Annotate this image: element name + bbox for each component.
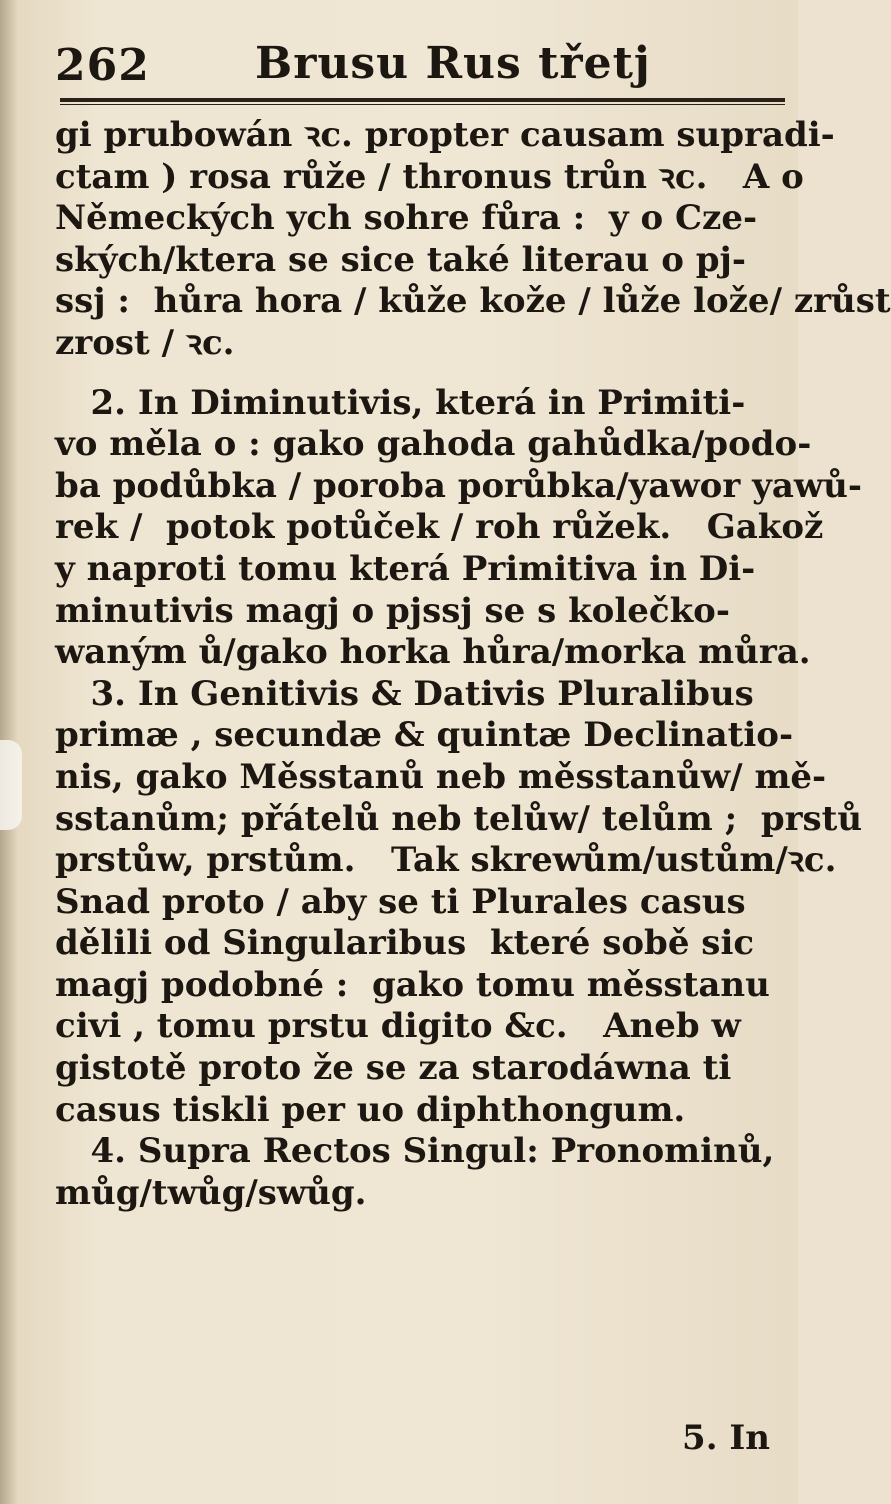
text-line: rek / potok potůček / roh růžek. Gakož — [55, 507, 824, 548]
text-line: ba podůbka / poroba porůbka/yawor yawů- — [55, 465, 862, 506]
header-rule-thin — [60, 104, 785, 105]
text-line: ctam ) rosa růže / thronus trůn ꝛc. A o — [55, 156, 804, 197]
text-line: magj podobné : gako tomu měsstanu — [55, 964, 770, 1005]
catchword: 5. In — [682, 1418, 770, 1458]
paragraph-3 — [55, 673, 863, 1132]
text-line: 2. In Diminutivis, která in Primiti- — [55, 382, 746, 423]
page-edge-mark — [0, 740, 22, 830]
page-number: 262 — [55, 40, 150, 91]
text-line: ssj : hůra hora / kůže kože / lůže lože/ zrůst — [55, 281, 891, 322]
text-line: Německých ych sohre fůra : y o Cze- — [55, 198, 758, 239]
running-head: Brusu Rus třetj — [255, 38, 651, 89]
text-line: waným ů/gako horka hůra/morka můra. — [55, 632, 811, 673]
text-line: prstůw, prstům. Tak skrewům/ustům/ꝛc. — [55, 840, 837, 881]
text-line: gi prubowán ꝛc. propter causam supradi- — [55, 115, 835, 155]
header-rule — [60, 98, 785, 102]
text-line: zrost / ꝛc. — [55, 322, 235, 363]
paragraph-4 — [55, 1131, 780, 1214]
text-line: primæ , secundæ & quintæ Declinatio- — [55, 715, 794, 756]
text-line: y naproti tomu která Primitiva in Di- — [55, 548, 756, 589]
text-line: Snad proto / aby se ti Plurales casus — [55, 881, 746, 922]
paragraph-intro — [55, 115, 891, 365]
text-line: vo měla o : gako gahoda gahůdka/podo- — [55, 424, 812, 465]
text-line: dělili od Singularibus které sobě sic — [55, 923, 755, 964]
text-line: minutivis magj o pjssj se s kolečko- — [55, 590, 730, 631]
text-line: casus tiskli per uo diphthongum. — [55, 1089, 686, 1130]
body-text — [55, 115, 891, 1214]
text-line: civi , tomu prstu digito &c. Aneb w — [55, 1006, 741, 1047]
text-line: sstanům; přátelů neb telůw/ telům ; prstů — [55, 798, 863, 839]
text-line: gistotě proto že se za starodáwna ti — [55, 1048, 732, 1089]
text-line: 3. In Genitivis & Dativis Pluralibus — [55, 673, 754, 714]
text-line: ských/ktera se sice také literau o pj- — [55, 239, 746, 280]
page-header — [55, 28, 768, 98]
text-line: nis, gako Měsstanů neb měsstanůw/ mě- — [55, 756, 827, 797]
text-line: 4. Supra Rectos Singul: Pronominů, — [55, 1131, 775, 1172]
paragraph-2 — [55, 382, 862, 674]
text-line: můg/twůg/swůg. — [55, 1172, 367, 1213]
